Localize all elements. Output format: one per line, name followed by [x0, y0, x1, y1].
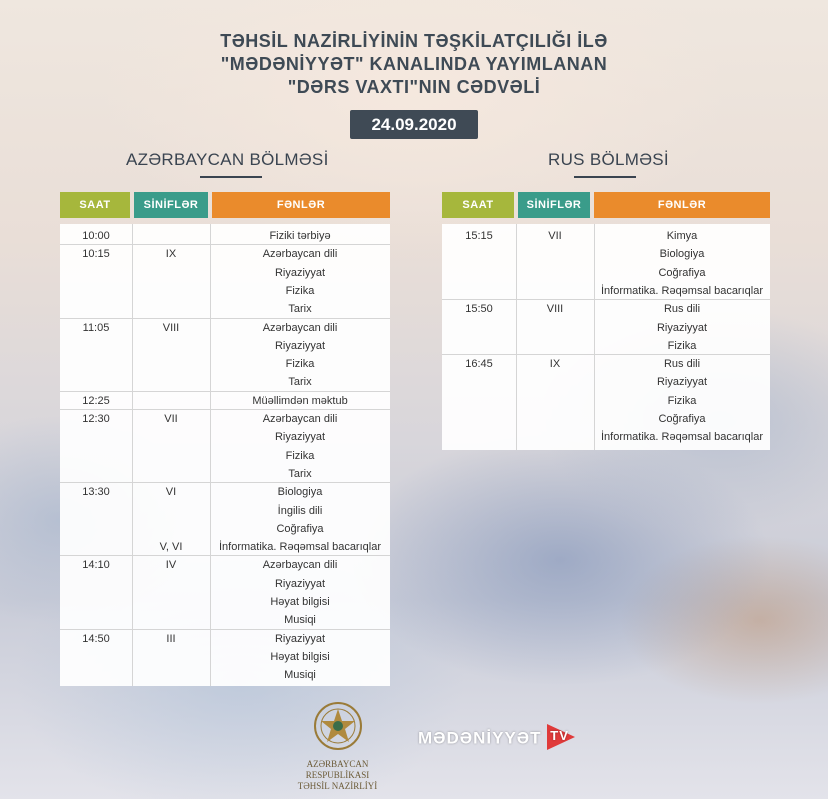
az-table-cell-subject: Riyaziyyat [274, 632, 326, 645]
az-table-cell-subject: Azərbaycan dili [262, 413, 338, 425]
az-table-cell-subject: Fizika [285, 284, 315, 297]
az-header-grades: SİNİFLƏR [134, 192, 208, 218]
channel-logo [418, 728, 575, 750]
ru-title-underline [574, 176, 636, 178]
az-table-cell-subject: Tarix [288, 376, 312, 389]
az-table-cell-time: 12:30 [82, 413, 110, 425]
ru-table-cell-grade: VII [548, 230, 562, 242]
az-table-cell-time: 10:00 [82, 230, 110, 242]
page-title [0, 30, 828, 99]
ru-table-cell-subject: Fizika [667, 394, 697, 407]
az-table-cell-grade: VI [165, 486, 177, 499]
ru-table-cell-subject: İnformatika. Rəqəmsal bacarıqlar [600, 284, 763, 297]
date-badge: 24.09.2020 [350, 110, 478, 139]
az-table-cell-subject: Müəllimdən məktub [252, 394, 348, 407]
ministry-name-line-2: TƏHSİL NAZİRLİYİ [297, 781, 378, 791]
az-table-cell-time: 14:10 [82, 559, 110, 572]
ru-table-cell-subject: Rus dili [663, 358, 701, 371]
az-table-cell-subject: Fizika [285, 358, 315, 371]
az-title-underline [200, 176, 262, 178]
az-table-cell-time: 11:05 [82, 321, 110, 334]
ministry-emblem-icon [312, 700, 364, 752]
az-table-cell-subject: Musiqi [284, 669, 316, 682]
az-table-cell-subject: Tarix [288, 467, 312, 480]
ru-table-cell-subject: Riyaziyyat [656, 321, 708, 334]
az-table-cell-grade: VIII [162, 321, 180, 334]
title-line-3: "DƏRS VAXTI"NIN CƏDVƏLİ [287, 77, 541, 97]
az-table-cell-subject: Riyaziyyat [274, 577, 326, 590]
az-table-cell-subject: Həyat bilgisi [270, 596, 330, 608]
az-table-cell-time: 12:25 [82, 394, 110, 407]
ru-table-cell-subject: Fizika [667, 339, 697, 352]
az-table-cell-subject: Fizika [285, 449, 315, 462]
az-table-cell-subject: Coğrafiya [276, 522, 324, 535]
ru-section-title: RUS BÖLMƏSİ [548, 150, 669, 169]
az-table-cell-grade: III [166, 632, 176, 645]
az-table-cell-grade: V, VI [159, 541, 183, 554]
az-table-cell-subject: Riyaziyyat [274, 431, 326, 444]
title-line-2: "MƏDƏNİYYƏT" KANALINDA YAYIMLANAN [220, 54, 608, 74]
ru-schedule-table [442, 224, 770, 450]
az-table-cell-subject: İngilis dili [277, 504, 323, 517]
az-table-cell-subject: İnformatika. Rəqəmsal bacarıqlar [218, 541, 381, 554]
ru-header-time: SAAT [442, 192, 514, 218]
az-table-cell-time: 14:50 [82, 632, 110, 645]
ru-table-cell-time: 15:15 [465, 230, 493, 242]
az-header-time: SAAT [60, 192, 130, 218]
ru-table-cell-grade: IX [549, 358, 561, 371]
ru-column-divider [516, 224, 517, 450]
ru-header-subjects: FƏNLƏR [594, 192, 770, 218]
tv-label: TV [550, 728, 569, 743]
az-section-title: AZƏRBAYCAN BÖLMƏSİ [126, 150, 329, 169]
title-line-1: TƏHSİL NAZİRLİYİNİN TƏŞKİLATÇILIĞI İLƏ [220, 31, 608, 51]
ru-table-cell-time: 16:45 [465, 358, 493, 371]
ru-table-cell-subject: Kimya [666, 230, 698, 242]
az-table-cell-time: 10:15 [82, 248, 110, 261]
ministry-name-line-1: AZƏRBAYCAN RESPUBLİKASI [305, 759, 370, 780]
ru-table-cell-subject: Coğrafiya [658, 413, 706, 425]
az-table-cell-grade: IX [165, 248, 177, 261]
ru-table-cell-time: 15:50 [465, 303, 493, 316]
ru-header-grades: SİNİFLƏR [518, 192, 590, 218]
az-schedule-table [60, 224, 390, 686]
az-table-cell-subject: Riyaziyyat [274, 339, 326, 352]
az-table-cell-grade: VII [164, 413, 178, 425]
az-table-cell-subject: Azərbaycan dili [262, 559, 338, 572]
ru-table-cell-subject: İnformatika. Rəqəmsal bacarıqlar [600, 431, 763, 444]
tv-play-icon [547, 728, 575, 750]
az-table-cell-subject: Biologiya [277, 486, 323, 499]
ru-table-cell-grade: VIII [546, 303, 564, 316]
ministry-logo [280, 700, 395, 792]
az-table-cell-grade: IV [165, 559, 177, 572]
az-table-cell-subject: Riyaziyyat [274, 266, 326, 279]
az-table-cell-subject: Azərbaycan dili [262, 321, 338, 334]
az-table-cell-subject: Həyat bilgisi [270, 650, 330, 663]
ru-table-cell-subject: Coğrafiya [658, 266, 706, 279]
az-table-cell-subject: Fiziki tərbiyə [269, 230, 331, 242]
az-header-subjects: FƏNLƏR [212, 192, 390, 218]
az-table-cell-subject: Musiqi [284, 614, 316, 627]
ru-table-cell-subject: Biologiya [659, 248, 705, 261]
az-column-divider [132, 224, 133, 686]
channel-name: MƏDƏNİYYƏT [418, 728, 542, 748]
ru-table-cell-subject: Rus dili [663, 303, 701, 316]
ru-table-cell-subject: Riyaziyyat [656, 376, 708, 389]
az-table-cell-time: 13:30 [82, 486, 110, 499]
az-table-cell-subject: Azərbaycan dili [262, 248, 338, 261]
az-table-cell-subject: Tarix [288, 303, 312, 316]
